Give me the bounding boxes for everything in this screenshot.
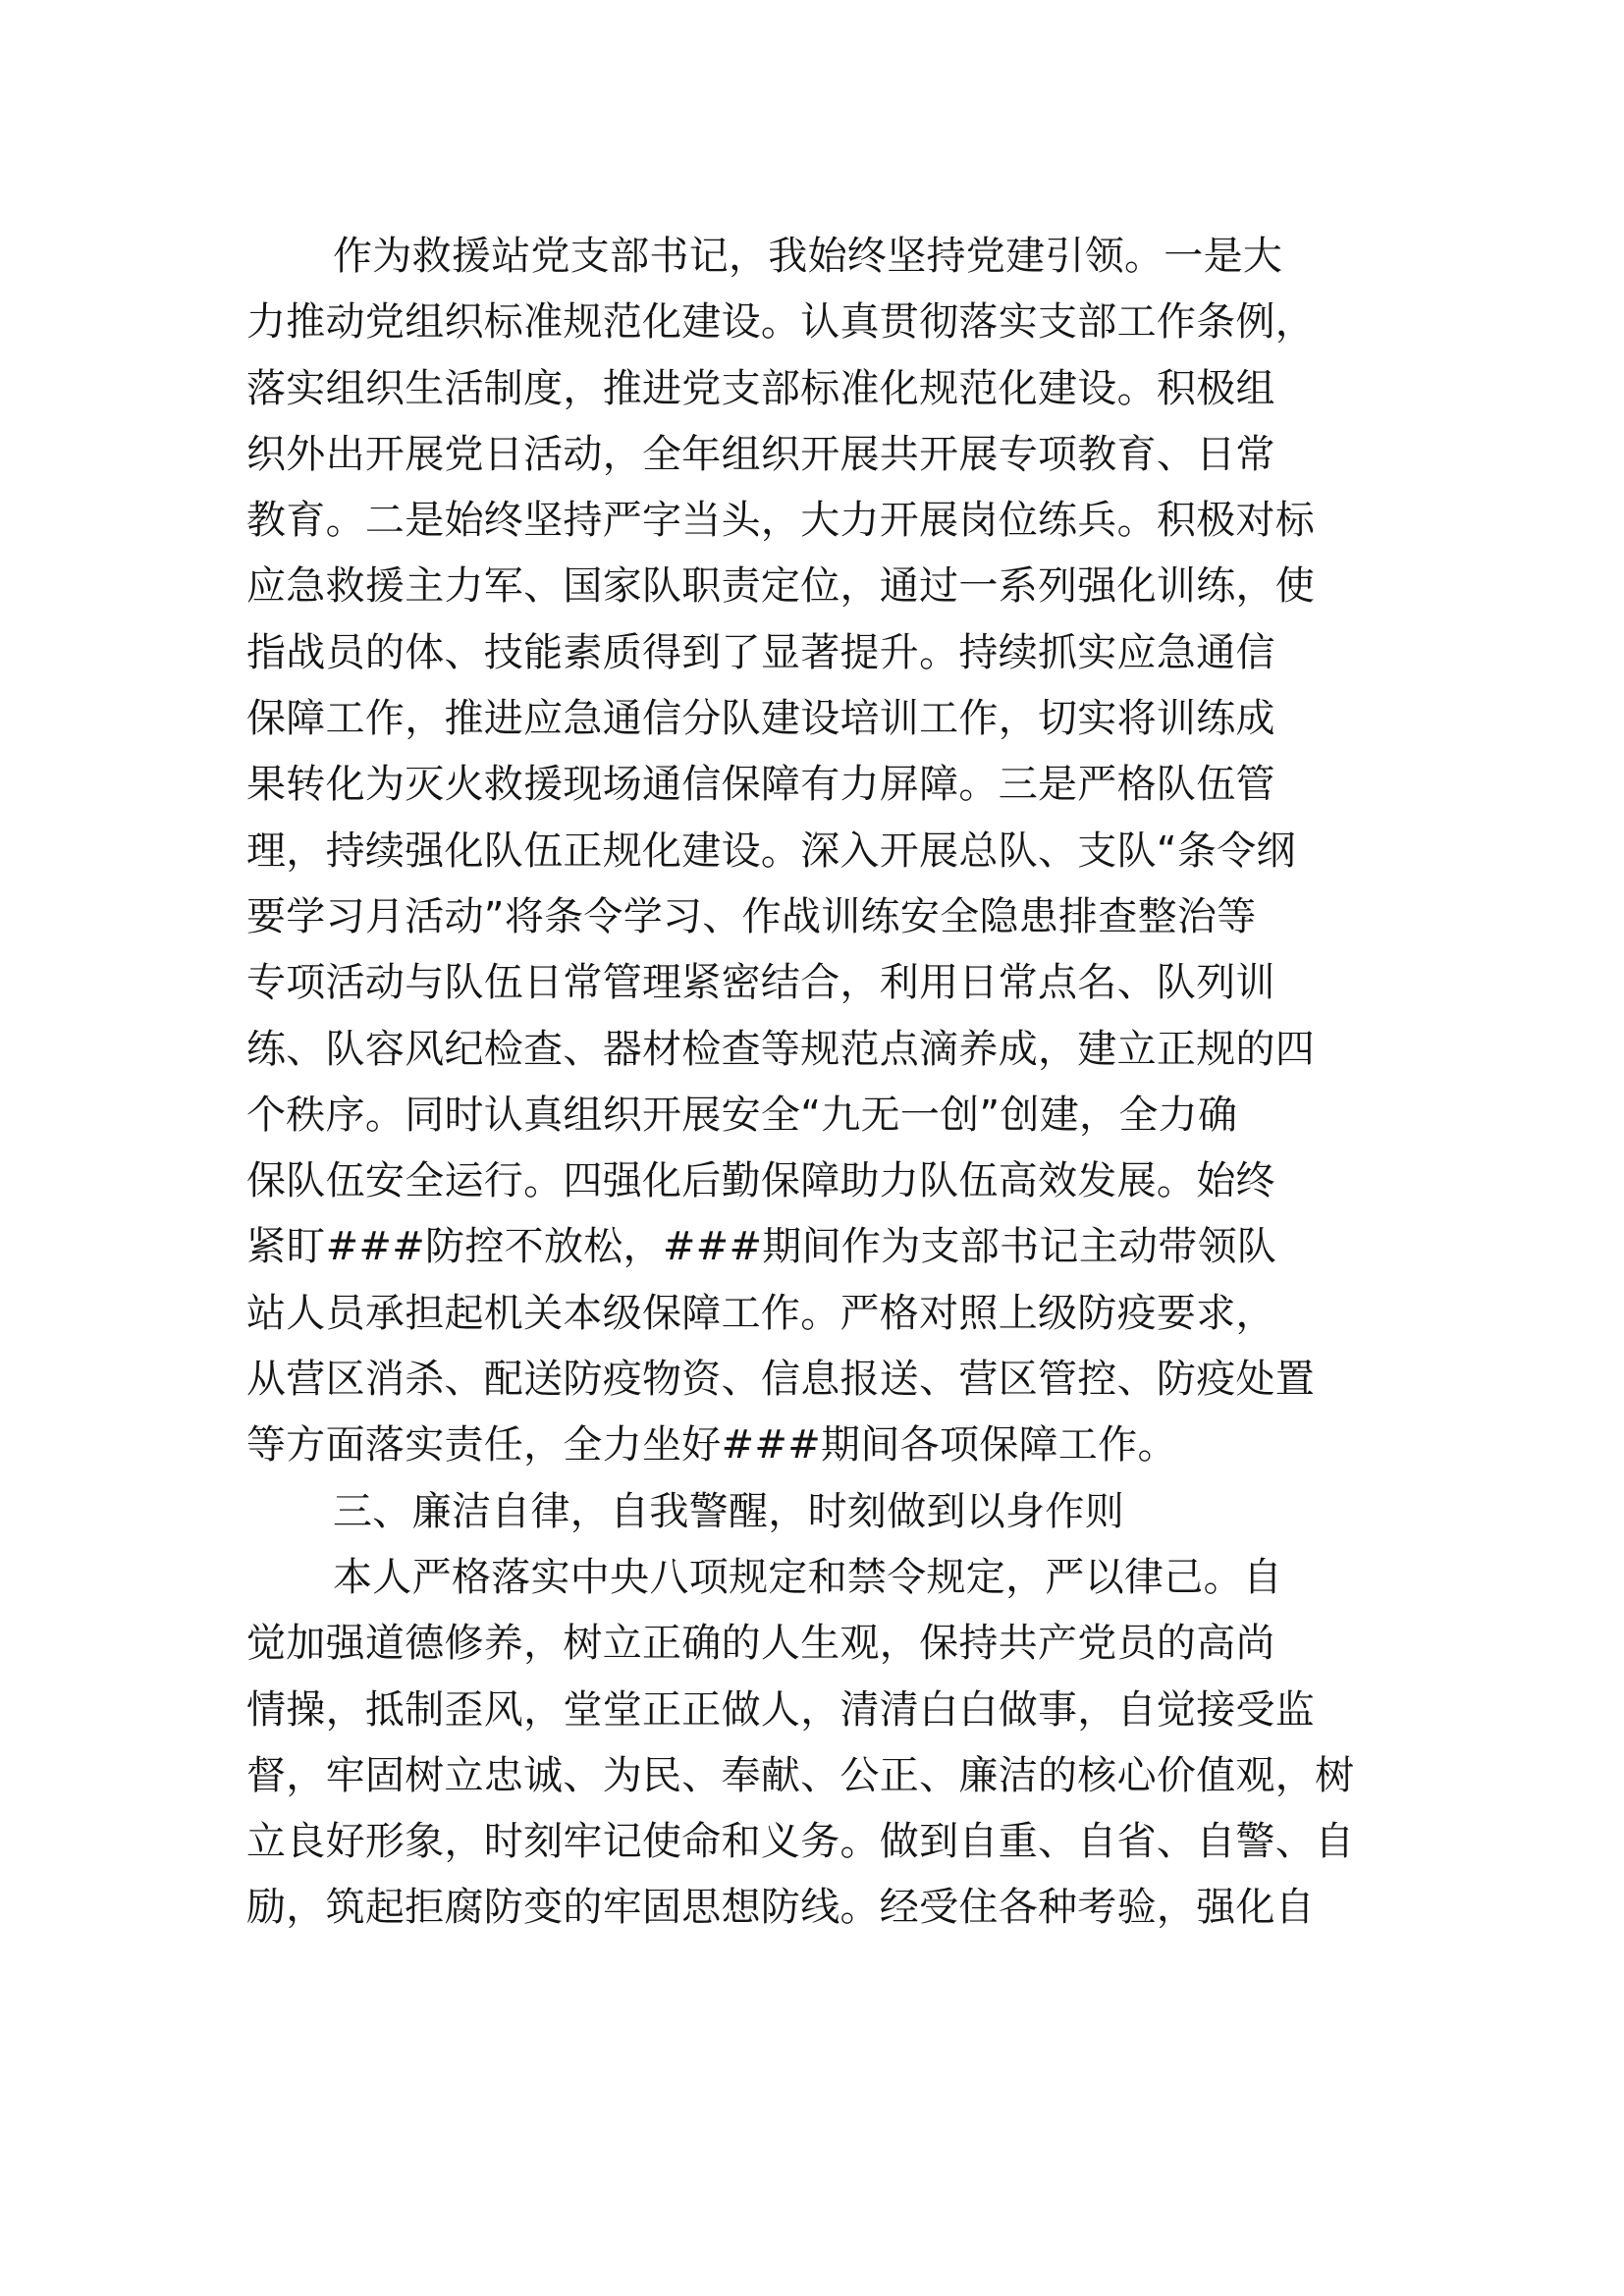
text-line: 教育。二是始终坚持严字当头，大力开展岗位练兵。积极对标 (246, 498, 1316, 544)
section-heading: 三、廉洁自律，自我警醒，时刻做到以身作则 (333, 1488, 1124, 1534)
text-line: 从营区消杀、配送防疫物资、信息报送、营区管控、防疫处置 (246, 1357, 1316, 1403)
text-line: 紧盯###防控不放松，###期间作为支部书记主动带领队 (246, 1224, 1277, 1270)
text-line: 指战员的体、技能素质得到了显著提升。持续抓实应急通信 (246, 629, 1275, 675)
text-line: 练、队容风纪检查、器材检查等规范点滴养成，建立正规的四 (246, 1026, 1316, 1072)
text-line: 作为救援站党支部书记，我始终坚持党建引领。一是大 (333, 234, 1283, 279)
text-line: 励，筑起拒腐防变的牢固思想防线。经受住各种考验，强化自 (246, 1885, 1316, 1931)
text-line: 力推动党组织标准规范化建设。认真贯彻落实支部工作条例， (246, 299, 1316, 346)
text-line: 专项活动与队伍日常管理紧密结合，利用日常点名、队列训 (246, 960, 1275, 1006)
text-line: 要学习月活动”将条令学习、作战训练安全隐患排查整治等 (246, 893, 1257, 939)
text-line: 理，持续强化队伍正规化建设。深入开展总队、支队“条令纲 (246, 828, 1296, 874)
text-line: 情操，抵制歪风，堂堂正正做人，清清白白做事，自觉接受监 (246, 1686, 1316, 1733)
text-line: 立良好形象，时刻牢记使命和义务。做到自重、自省、自警、自 (246, 1819, 1355, 1865)
document-body (246, 224, 1385, 1942)
text-line: 觉加强道德修养，树立正确的人生观，保持共产党员的高尚 (246, 1621, 1275, 1667)
text-line: 本人严格落实中央八项规定和禁令规定，严以律己。自 (333, 1554, 1283, 1600)
text-line: 果转化为灭火救援现场通信保障有力屏障。三是严格队伍管 (246, 762, 1275, 808)
text-line: 保队伍安全运行。四强化后勤保障助力队伍高效发展。始终 (246, 1158, 1275, 1204)
text-line: 站人员承担起机关本级保障工作。严格对照上级防疫要求， (246, 1290, 1275, 1336)
text-line: 织外出开展党日活动，全年组织开展共开展专项教育、日常 (246, 431, 1275, 477)
text-line: 督，牢固树立忠诚、为民、奉献、公正、廉洁的核心价值观，树 (246, 1752, 1355, 1798)
text-line: 落实组织生活制度，推进党支部标准化规范化建设。积极组 (246, 365, 1275, 411)
text-line: 个秩序。同时认真组织开展安全“九无一创”创建，全力确 (246, 1092, 1238, 1138)
text-line: 保障工作，推进应急通信分队建设培训工作，切实将训练成 (246, 696, 1275, 742)
text-line: 应急救援主力军、国家队职责定位，通过一系列强化训练，使 (246, 563, 1316, 610)
text-line: 等方面落实责任，全力坐好###期间各项保障工作。 (246, 1422, 1177, 1468)
